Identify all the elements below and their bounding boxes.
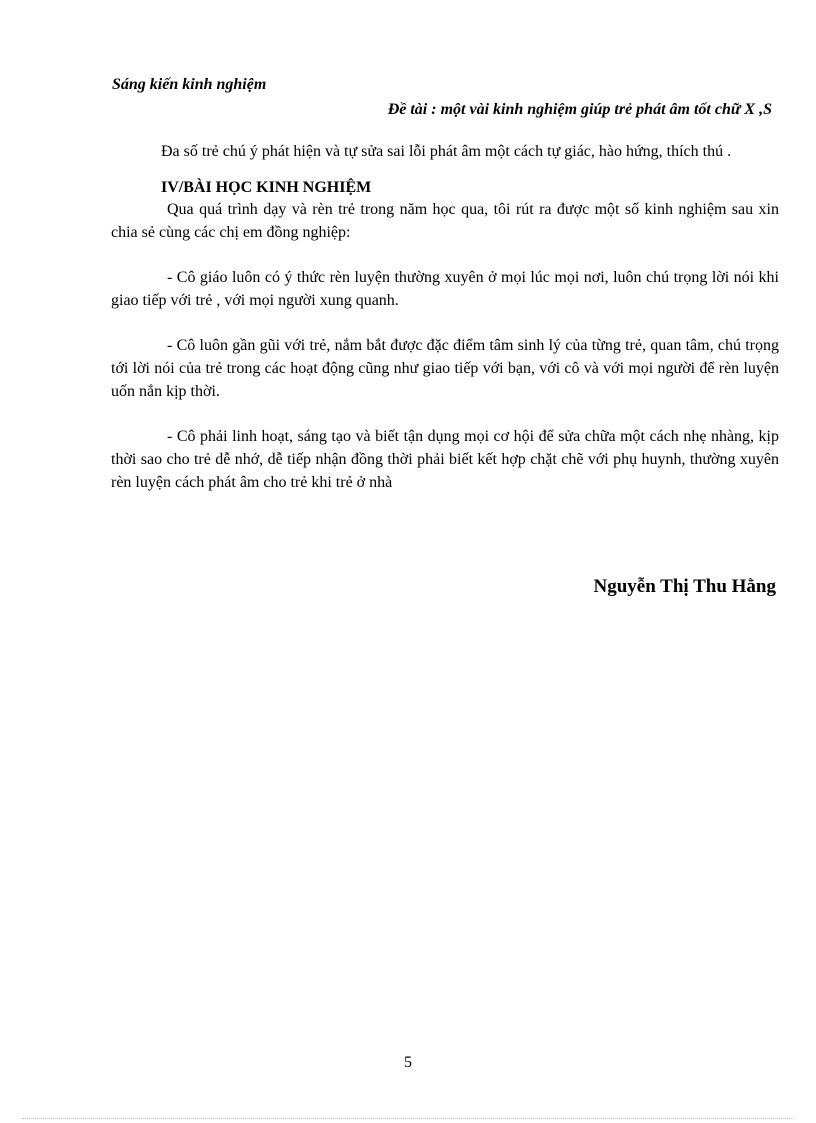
intro-paragraph: Đa số trẻ chú ý phát hiện và tự sửa sai lỗi phát âm một cách tự giác, hào hứng, thích thú . [161,143,732,160]
spacer [111,244,779,266]
header-topic-title: Đề tài : một vài kinh nghiệm giúp trẻ phát âm tốt chữ X ,S [387,101,772,118]
experience-point-3: - Cô phải linh hoạt, sáng tạo và biết tận dụng mọi cơ hội để sửa chữa một cách nhẹ nhàng, kịp thời sao cho trẻ dễ nhớ, dễ tiếp nhận đồng thời phải biết kết hợp chặt chẽ với phụ huynh, thường xuyên rèn luyện cách phát âm cho trẻ khi trẻ ở nhà [111,428,779,491]
spacer [111,403,779,425]
experience-point-2: - Cô luôn gần gũi với trẻ, nắm bắt được đặc điểm tâm sinh lý của từng trẻ, quan tâm, chú trọng tới lời nói của trẻ trong các hoạt động cũng như giao tiếp với bạn, với cô và với mọi người để rèn luyện uốn nắn kịp thời. [111,337,779,400]
page-number: 5 [404,1054,412,1071]
document-body [111,140,779,494]
footer-divider [22,1118,794,1119]
section-intro-paragraph: Qua quá trình dạy và rèn trẻ trong năm học qua, tôi rút ra được một số kinh nghiệm sau xin chia sẻ cùng các chị em đồng nghiệp: [111,201,779,241]
spacer [111,163,779,178]
author-signature: Nguyễn Thị Thu Hằng [593,576,776,597]
section-heading: IV/BÀI HỌC KINH NGHIỆM [161,179,372,196]
header-document-type: Sáng kiến kinh nghiệm [112,76,267,93]
experience-point-1: - Cô giáo luôn có ý thức rèn luyện thường xuyên ở mọi lúc mọi nơi, luôn chú trọng lời nói khi giao tiếp với trẻ , với mọi người xung quanh. [111,269,779,309]
spacer [111,312,779,334]
